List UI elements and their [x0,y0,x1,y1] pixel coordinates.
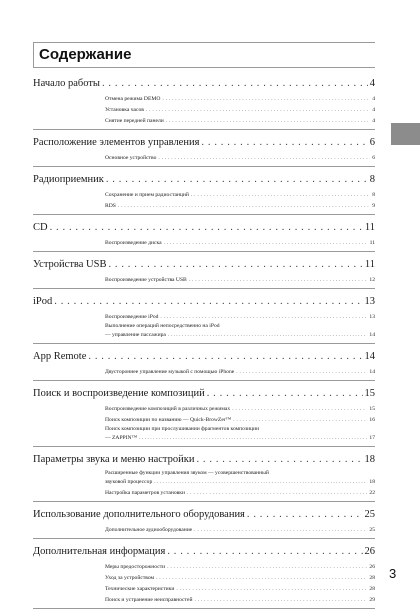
leader-dots [154,478,367,486]
toc-section-page: 26 [364,546,375,557]
toc-section-page: 4 [369,78,375,89]
toc-subentry-page: 28 [369,585,375,592]
leader-dots [54,296,362,307]
toc-subentry-label: Снятие передней панели [105,117,164,124]
toc-subentry-page: 18 [369,479,375,485]
leader-dots [167,546,362,557]
toc-subentry-label: Поиск композиции по названию — Quick-BrowZer™ [105,416,232,423]
toc-subentry[interactable] [105,93,375,104]
toc-subentry-label-line1: Расширенные функции управления звуком — усовершенствованный [105,470,269,476]
toc-subentry-label: Отмена режима DEMO [105,95,161,102]
toc-subentry-label: Установка часов [105,106,144,113]
toc-section-label: Параметры звука и меню настройки [33,454,195,465]
page-title: Содержание [39,46,132,63]
toc-section-page: 6 [369,137,375,148]
side-tab-marker [391,123,420,145]
leader-dots [106,174,368,185]
leader-dots [201,137,367,148]
toc-section [33,388,375,447]
toc-section-page: 14 [364,351,375,362]
toc-subentry[interactable] [105,414,375,425]
toc-section-page: 8 [369,174,375,185]
leader-dots [189,277,368,283]
toc-section-entry[interactable] [33,454,375,469]
leader-dots [102,78,368,89]
toc-subentry[interactable] [105,403,375,414]
toc-section [33,351,375,381]
toc-section [33,259,375,289]
leader-dots [162,96,370,102]
toc-subentry-page: 17 [369,435,375,441]
toc-subentry-page: 14 [369,368,375,375]
toc-subentry-label: Настройка параметров установки [105,489,185,496]
toc-subentry-label: звуковой процессор [105,479,153,485]
leader-dots [176,586,367,592]
toc-subentry-page: 9 [372,202,375,209]
leader-dots [158,155,370,161]
toc-section-label: CD [33,222,48,233]
toc-subentry[interactable] [105,583,375,594]
toc-section-entry[interactable] [33,259,375,274]
leader-dots [146,107,370,113]
toc-subentry-page: 11 [369,239,375,246]
toc-subentry-label: Поиск и устранение неисправностей [105,596,193,603]
toc-subentry-page: 13 [369,313,375,320]
leader-dots [139,434,367,442]
toc-subentry-page: 29 [369,596,375,603]
toc-section-entry[interactable] [33,351,375,366]
leader-dots [164,240,368,246]
toc-subentry-label: RDS [105,202,116,209]
leader-dots [50,222,363,233]
toc-subentry-label: — управление пассажира [105,332,166,338]
toc-section-label: Расположение элементов управления [33,137,200,148]
toc-section [33,296,375,344]
toc-section-label: App Remote [33,351,87,362]
toc-section [33,174,375,215]
toc-subentry[interactable] [105,115,375,126]
leader-dots [191,192,370,198]
toc-subentry-page: 6 [372,154,375,161]
toc-subentry-label: Воспроизведение устройства USB [105,276,187,283]
toc-subentry[interactable] [105,572,375,583]
toc-subentry-label: Дополнительное аудиооборудование [105,526,193,533]
toc-section-page: 18 [364,454,375,465]
leader-dots [196,454,362,465]
toc-section-entry[interactable] [33,509,375,524]
toc-subentry-page: 22 [369,489,375,496]
toc-subentry-label: Воспроизведение композиций в различных режимах [105,405,231,412]
page-number: 3 [389,566,397,581]
title-box [33,42,375,68]
toc-section-page: 13 [364,296,375,307]
toc-section-entry[interactable] [33,296,375,311]
toc-subentry-label: — ZAPPIN™ [105,435,138,441]
toc-section [33,454,375,502]
toc-subentry[interactable] [105,366,375,377]
toc-subentry-page: 12 [369,276,375,283]
leader-dots [194,527,367,533]
toc-subentry-label-line1: Поиск композиции при прослушивании фрагментов композиции [105,426,260,432]
toc-subentry-page: 16 [369,416,375,423]
toc-subentry-page: 15 [369,405,375,412]
toc-subentry[interactable] [105,322,375,340]
toc-section-page: 25 [364,509,375,520]
toc-subentry[interactable] [105,469,375,487]
toc-section-label: Устройства USB [33,259,107,270]
toc-section-label: Дополнительная информация [33,546,166,557]
toc-section [33,137,375,167]
toc-section [33,222,375,252]
toc-subentry[interactable] [105,274,375,285]
toc-section-page: 11 [364,259,375,270]
toc-subentry-page: 4 [372,117,375,124]
toc-section-label: Использование дополнительного оборудования [33,509,245,520]
toc-subentry[interactable] [105,487,375,498]
toc-subentry-page: 25 [369,526,375,533]
toc-subentry-page: 8 [372,191,375,198]
table-of-contents [33,78,375,616]
toc-subentry-label: Воспроизведение диска [105,239,162,246]
leader-dots [118,203,370,209]
toc-subentry[interactable] [105,311,375,322]
toc-subentry-page: 4 [372,106,375,113]
toc-subentry-page: 4 [372,95,375,102]
leader-dots [247,509,363,520]
toc-subentry[interactable] [105,561,375,572]
toc-section [33,78,375,130]
toc-subentry-label: Технические характеристики [105,585,175,592]
toc-subentry[interactable] [105,425,375,443]
toc-section-entry[interactable] [33,388,375,403]
toc-section-page: 11 [364,222,375,233]
leader-dots [207,388,363,399]
toc-section-label: Начало работы [33,78,100,89]
toc-section-entry[interactable] [33,222,375,237]
leader-dots [160,314,367,320]
toc-section [33,546,375,609]
toc-subentry-page: 26 [369,563,375,570]
toc-section-label: Радиоприемник [33,174,104,185]
toc-subentry[interactable] [105,152,375,163]
leader-dots [108,259,362,270]
toc-section-entry[interactable] [33,137,375,152]
toc-subentry-label: Уход за устройством [105,574,155,581]
leader-dots [156,575,367,581]
toc-subentry-label: Воспроизведение iPod [105,313,159,320]
toc-section-entry[interactable] [33,546,375,561]
leader-dots [168,331,368,339]
toc-subentry[interactable] [105,594,375,605]
toc-section-label: Поиск и воспроизведение композиций [33,388,205,399]
leader-dots [232,406,367,412]
toc-subentry[interactable] [105,189,375,200]
toc-section-entry[interactable] [33,78,375,93]
leader-dots [167,564,367,570]
toc-subentry[interactable] [105,104,375,115]
toc-subentry[interactable] [105,237,375,248]
toc-subentry-label: Основное устройство [105,154,157,161]
leader-dots [194,597,367,603]
toc-section-page: 15 [364,388,375,399]
toc-subentry-label: Двустороннее управление музыкой с помощью iPhone [105,368,235,375]
toc-subentry-page: 14 [369,332,375,338]
leader-dots [88,351,362,362]
toc-subentry-page: 28 [369,574,375,581]
toc-subentry-label: Сохранение и прием радиостанций [105,191,189,198]
leader-dots [187,490,367,496]
toc-section-label: iPod [33,296,53,307]
leader-dots [233,417,367,423]
toc-subentry-label-line1: Выполнение операций непосредственно на iPod [105,323,220,329]
toc-subentry[interactable] [105,200,375,211]
leader-dots [166,118,370,124]
toc-section-entry[interactable] [33,174,375,189]
leader-dots [236,369,367,375]
toc-subentry[interactable] [105,524,375,535]
toc-section [33,509,375,539]
toc-subentry-label: Меры предосторожности [105,563,166,570]
